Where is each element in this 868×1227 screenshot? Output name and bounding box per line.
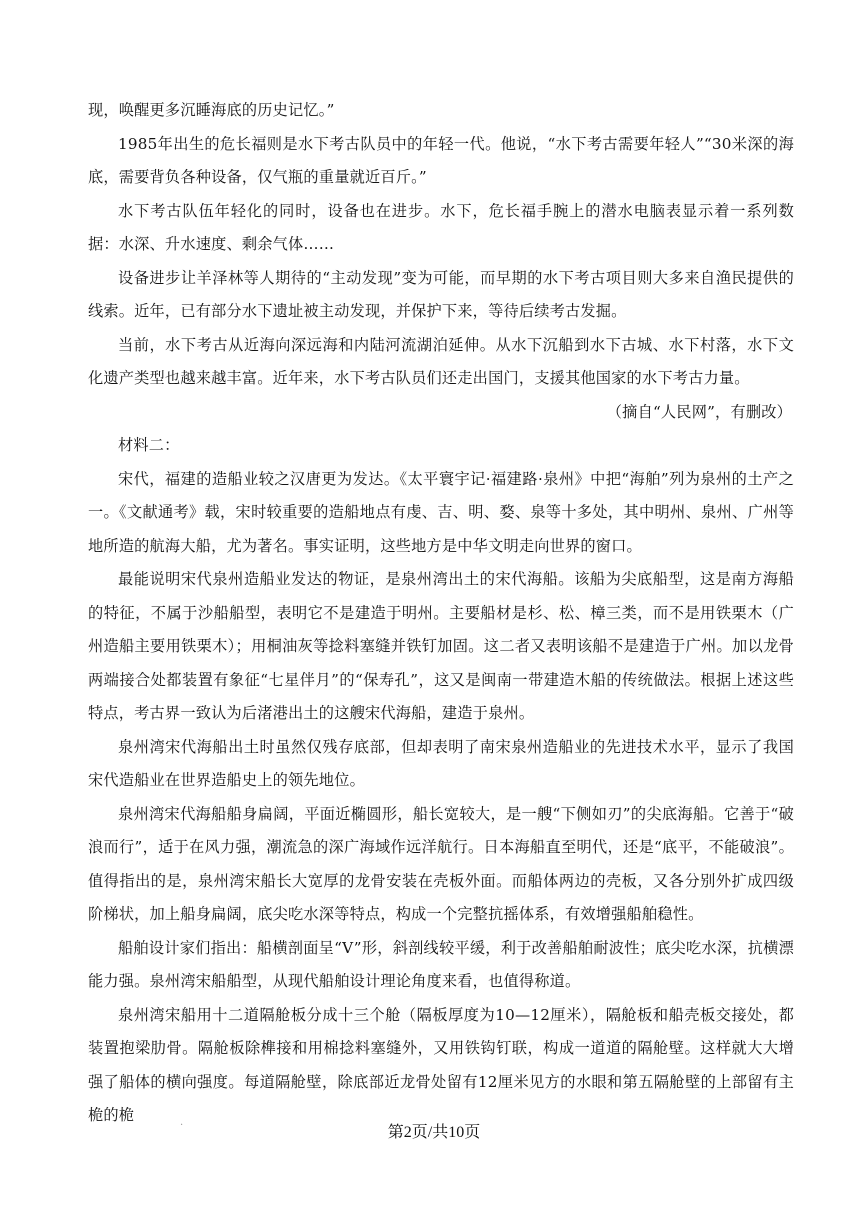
paragraph: 1985年出生的危长福则是水下考古队员中的年轻一代。他说，“水下考古需要年轻人”“30米深的海底，需要背负各种设备，仅气瓶的重量就近百斤。” xyxy=(88,134,794,186)
article-body xyxy=(88,94,794,1133)
paragraph: 现，唤醒更多沉睡海底的历史记忆。” xyxy=(88,101,335,119)
paragraph: 泉州湾宋船用十二道隔舱板分成十三个舱（隔板厚度为10—12厘米），隔舱板和船壳板交接处，都装置抱梁肋骨。隔舱板除榫接和用棉捻料塞缝外，又用铁钩钉联，构成一道道的隔舱壁。这样就大大增强了船体的横向强度。每道隔舱壁，除底部近龙骨处留有12厘米见方的水眼和第五隔舱壁的上部留有主桅的桅 xyxy=(88,1005,794,1124)
page-number: 第2页/共10页 xyxy=(387,1124,481,1141)
paragraph: 当前，水下考古从近海向深远海和内陆河流湖泊延伸。从水下沉船到水下古城、水下村落，水下文化遗产类型也越来越丰富。近年来，水下考古队员们还走出国门，支援其他国家的水下考古力量。 xyxy=(88,335,794,387)
paragraph: 水下考古队伍年轻化的同时，设备也在进步。水下，危长福手腕上的潜水电脑表显示着一系列数据：水深、升水速度、剩余气体…… xyxy=(88,201,794,253)
paragraph: 最能说明宋代泉州造船业发达的物证，是泉州湾出土的宋代海船。该船为尖底船型，这是南方海船的特征，不属于沙船船型，表明它不是建造于明州。主要船材是杉、松、樟三类，而不是用铁栗木（广州造船主要用铁栗木）；用桐油灰等捻料塞缝并铁钉加固。这二者又表明该船不是建造于广州。加以龙骨两端接合处都装置有象征“七星伴月”的“保寿孔”，这又是闽南一带建造木船的传统做法。根据上述这些特点，考古界一致认为后渚港出土的这艘宋代海船，建造于泉州。 xyxy=(88,570,794,722)
paragraph: 船舶设计家们指出：船横剖面呈“V”形，斜剖线较平缓，利于改善船舶耐波性；底尖吃水深，抗横漂能力强。泉州湾宋船船型，从现代船舶设计理论角度来看，也值得称道。 xyxy=(88,938,794,990)
section-heading: 材料二： xyxy=(118,436,180,454)
paragraph: 泉州湾宋代海船船身扁阔，平面近椭圆形，船长宽较大，是一艘“下侧如刃”的尖底海船。它善于“破浪而行”，适于在风力强，潮流急的深广海域作远洋航行。日本海船直至明代，还是“底平，不能破浪”。值得指出的是，泉州湾宋船长大宽厚的龙骨安装在壳板外面。而船体两边的壳板，又各分别外扩成四级阶梯状，加上船身扁阔，底尖吃水深等特点，构成一个完整抗摇体系，有效增强船舶稳性。 xyxy=(88,804,794,923)
source-citation: （摘自“人民网”，有删改） xyxy=(606,402,792,421)
scan-mark: . xyxy=(180,1117,184,1128)
paragraph: 设备进步让羊泽林等人期待的“主动发现”变为可能，而早期的水下考古项目则大多来自渔民提供的线索。近年，已有部分水下遗址被主动发现，并保护下来，等待后续考古发掘。 xyxy=(88,268,794,320)
paragraph: 宋代，福建的造船业较之汉唐更为发达。《太平寰宇记·福建路·泉州》中把“海舶”列为泉州的土产之一。《文献通考》载，宋时较重要的造船地点有虔、吉、明、婺、泉等十多处，其中明州、泉州、广州等地所造的航海大船，尤为著名。事实证明，这些地方是中华文明走向世界的窗口。 xyxy=(88,469,794,555)
paragraph: 泉州湾宋代海船出土时虽然仅残存底部，但却表明了南宋泉州造船业的先进技术水平，显示了我国宋代造船业在世界造船史上的领先地位。 xyxy=(88,737,794,789)
